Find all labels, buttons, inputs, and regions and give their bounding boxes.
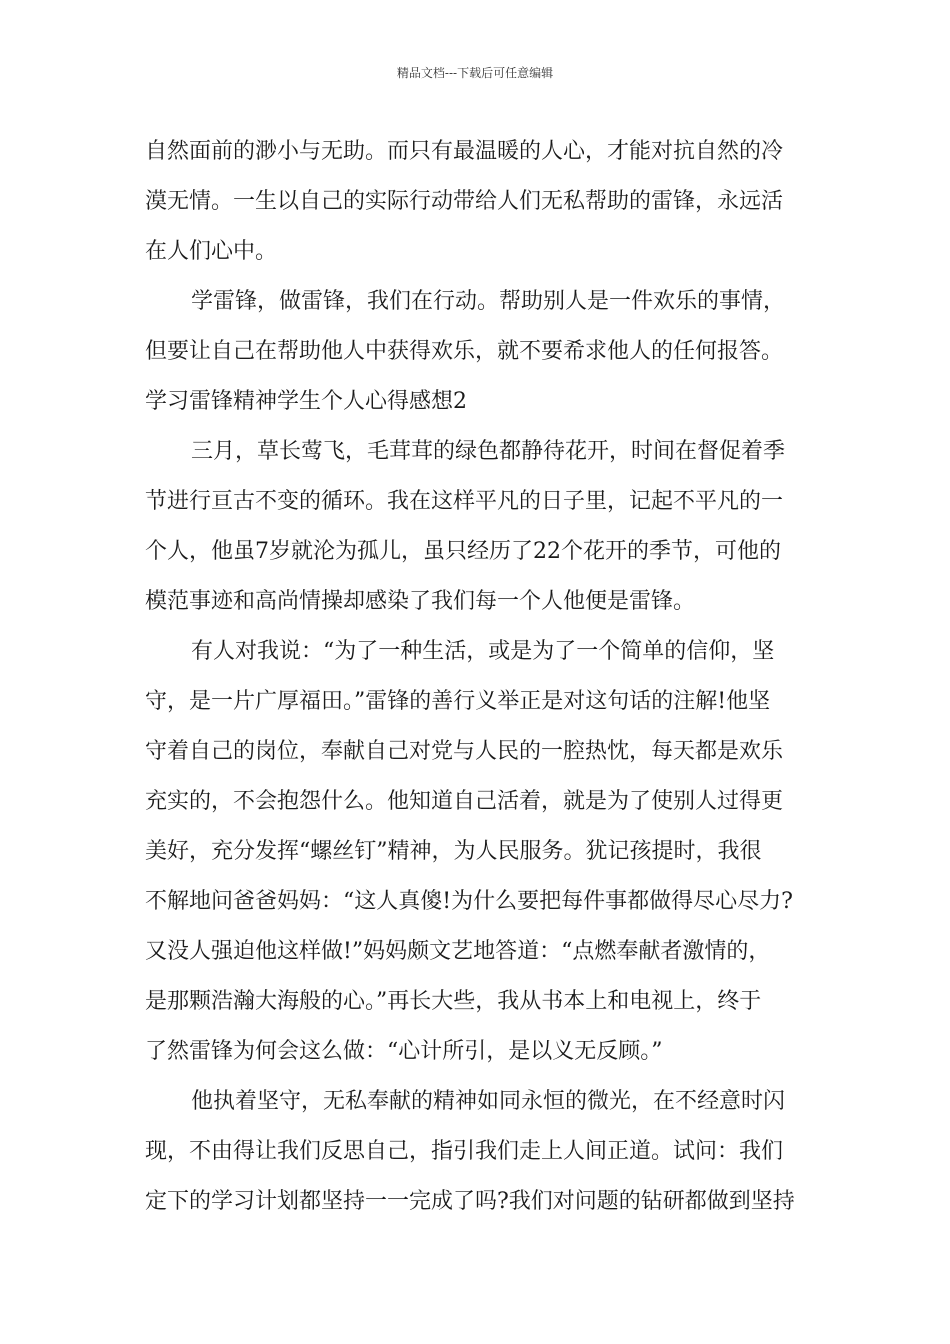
text-line: 了然雷锋为何会这么做：“心计所引，是以义无反顾。” [145,1039,663,1064]
text-line: 模范事迹和高尚情操却感染了我们每一个人他便是雷锋。 [145,589,696,614]
text-line: 节进行亘古不变的循环。我在这样平凡的日子里，记起不平凡的一 [145,489,784,514]
paragraph-start-line: 三月，草长莺飞，毛茸茸的绿色都静待花开，时间在督促着季 [191,439,786,464]
text-line: 个人，他虽7岁就沦为孤儿，虽只经历了22个花开的季节，可他的 [145,539,781,564]
text-line: 又没人强迫他这样做!”妈妈颇文艺地答道：“点燃奉献者激情的， [145,939,771,964]
page-header: 精品文档---下载后可任意编辑 [396,66,554,80]
paragraph-start-line: 有人对我说：“为了一种生活，或是为了一个简单的信仰，坚 [191,639,775,664]
paragraph-start-line: 他执着坚守，无私奉献的精神如同永恒的微光，在不经意时闪 [191,1089,786,1114]
text-line: 漠无情。一生以自己的实际行动带给人们无私帮助的雷锋，永远活 [145,189,784,214]
document-body [145,127,825,1227]
text-line: 充实的，不会抱怨什么。他知道自己活着，就是为了使别人过得更 [145,789,784,814]
text-line: 是那颗浩瀚大海般的心。”再长大些，我从书本上和电视上，终于 [145,989,762,1014]
section-title: 学习雷锋精神学生个人心得感想2 [145,389,467,414]
text-line: 守着自己的岗位，奉献自己对党与人民的一腔热忱，每天都是欢乐 [145,739,784,764]
text-line: 不解地问爸爸妈妈：“这人真傻!为什么要把每件事都做得尽心尽力? [145,889,793,914]
text-line: 但要让自己在帮助他人中获得欢乐，就不要希求他人的任何报答。 [145,339,784,364]
text-line: 守，是一片广厚福田。”雷锋的善行义举正是对这句话的注解!他坚 [145,689,771,714]
text-line: 在人们心中。 [145,239,278,264]
text-line: 现，不由得让我们反思自己，指引我们走上人间正道。试问：我们 [145,1139,784,1164]
text-line: 定下的学习计划都坚持一一完成了吗?我们对问题的钻研都做到坚持 [145,1189,795,1214]
text-line: 美好，充分发挥“螺丝钉”精神，为人民服务。犹记孩提时，我很 [145,839,762,864]
text-line: 自然面前的渺小与无助。而只有最温暖的人心，才能对抗自然的冷 [145,139,784,164]
paragraph-start-line: 学雷锋，做雷锋，我们在行动。帮助别人是一件欢乐的事情， [191,289,786,314]
